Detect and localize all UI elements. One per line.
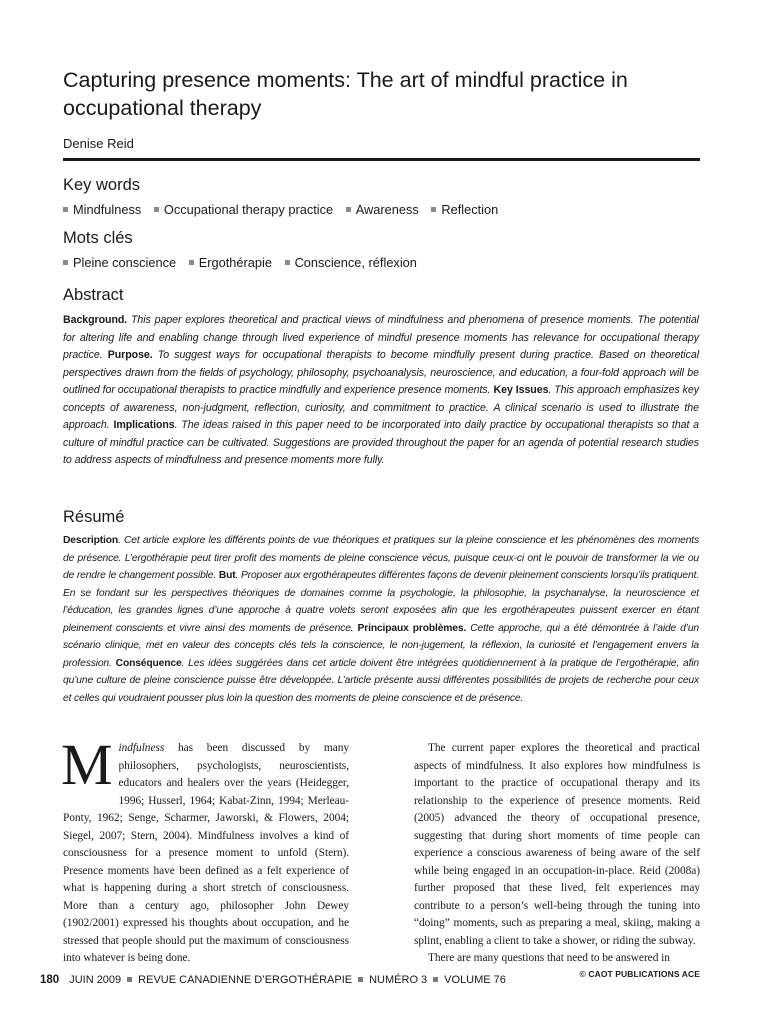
keyword-item: Mindfulness: [63, 202, 141, 217]
resume-heading: Résumé: [63, 508, 125, 526]
keywords-heading: Key words: [63, 176, 141, 194]
mots-cles-heading: Mots clés: [63, 229, 133, 247]
mot-cle-item: Conscience, réflexion: [285, 255, 417, 270]
keywords-list: [63, 202, 498, 217]
mot-cle-item: Pleine conscience: [63, 255, 176, 270]
abstract-text: Background. This paper explores theoretical and practical views of mindfulness and phenomena of presence moments. The potential for altering life and enabling change through lived experience of mindful presence moments has relevance for occupational therapy practice. Purpose. To suggest ways for occupational therapists to become mindfully present during practice. Based on theoretical perspectives drawn from the fields of psychology, philosophy, psychoanalysis, neuroscience, and education, a four-fold approach will be outlined for occupational therapists to practice mindfully and experience presence moments. Key Issues. This approach emphasizes key concepts of awareness, non-judgment, reflection, curiosity, and commitment to practice. A clinical scenario is used to illustrate the approach. Implications. The ideas raised in this paper need to be incorporated into daily practice by occupational therapists so that a culture of mindful practice can be cultivated. Suggestions are provided throughout the paper for an agenda of potential research studies to address aspects of mindfulness and presence moments more fully.: [63, 314, 700, 466]
footer-journal: REVUE CANADIENNE D’ERGOTHÉRAPIE: [138, 974, 353, 986]
article-title: Capturing presence moments: The art of mindful practice in occupational therapy: [63, 68, 628, 120]
drop-cap: M: [61, 732, 113, 797]
body-column-right: [414, 740, 700, 968]
bullet-square-icon: [63, 207, 68, 212]
footer-square-icon: [358, 977, 363, 982]
bullet-square-icon: [189, 260, 194, 265]
keyword-item: Reflection: [431, 202, 498, 217]
resume-text: Description. Cet article explore les différents points de vue théoriques et pratiques sur la pleine conscience et les phénomènes des moments de présence. L’ergothérapie peut tirer profit des moments de pleine conscience vécus, puisque ceux-ci ont le pouvoir de transformer la vie ou de rendre le changement possible. But. Proposer aux ergothérapeutes différentes façons de devenir pleinement conscients lorsqu’ils pratiquent. En se fondant sur les perspectives théoriques de domaines comme la psychologie, la philosophie, la psychanalyse, la neuroscience et l’éducation, les grandes lignes d’une approche à quatre volets seront exposées afin que les ergothérapeutes puissent exercer en étant pleinement conscients et vivre ainsi des moments de présence. Principaux problèmes. Cette approche, qui a été démontrée à l’aide d’un scénario clinique, met en valeur des concepts clés tels la conscience, le non-jugement, la réflexion, la curiosité et l’engagement envers la profession. Conséquence. Les idées suggérées dans cet article doivent être intégrées quotidiennement à la pratique de l’ergothérapie, afin qu’une culture de pleine conscience puisse être développée. L’article présente aussi différentes possibilités de projets de recherche pour ceux et celles qui voudraient pousser plus loin la question des moments de pleine conscience et de présence.: [63, 535, 700, 704]
copyright-notice: © CAOT PUBLICATIONS ACE: [579, 969, 700, 979]
title-divider: [63, 158, 700, 161]
page-number: 180: [40, 974, 60, 986]
keyword-item: Awareness: [346, 202, 419, 217]
keyword-item: Occupational therapy practice: [154, 202, 333, 217]
mot-cle-item: Ergothérapie: [189, 255, 272, 270]
bullet-square-icon: [63, 260, 68, 265]
footer-square-icon: [127, 977, 132, 982]
footer-date: JUIN 2009: [69, 974, 122, 986]
first-word: indfulness: [118, 742, 165, 754]
body-paragraph: The current paper explores the theoretical and practical aspects of mindfulness. It also explores how mindfulness is important to the practice of occupational therapy and its relationship to the experience of presence moments. Reid (2005) advanced the theory of occupational presence, suggesting that during short moments of time people can experience a conscious awareness of being aware of the self while being engaged in an occupation-in-place. Reid (2008a) further proposed that these lived, felt experiences may contribute to a person’s well-being through the tuning into “doing” moments, such as preparing a meal, skiing, making a splint, enabling a client to take a shower, or riding the subway.: [414, 742, 700, 947]
bullet-square-icon: [154, 207, 159, 212]
bullet-square-icon: [431, 207, 436, 212]
footer-issue: NUMÉRO 3: [369, 974, 428, 986]
bullet-square-icon: [346, 207, 351, 212]
footer-square-icon: [433, 977, 438, 982]
body-paragraph: There are many questions that need to be answered in: [428, 952, 670, 964]
body-column-left: M indfulness has been discussed by many philosophers, psychologists, neuroscientists, educators and healers over the years (Heidegger, 1996; Husserl, 1964; Kabat-Zinn, 1994; Merleau-Ponty, 1962; Senge, Scharmer, Jaworski, & Flowers, 2004; Siegel, 2007; Stern, 2004). Mindfulness involves a kind of consciousness for a presence moment to unfold (Stern). Presence moments have been defined as a felt experience of what is happening during a short stretch of consciousness. More than a century ago, philosopher John Dewey (1902/2001) expressed his thoughts about occupation, and he stressed that people should put the maximum of consciousness into whatever is being done.: [61, 732, 349, 964]
bullet-square-icon: [285, 260, 290, 265]
article-author: Denise Reid: [63, 136, 134, 151]
mots-cles-list: [63, 255, 417, 270]
abstract-heading: Abstract: [63, 286, 124, 304]
footer-volume: VOLUME 76: [444, 974, 506, 986]
